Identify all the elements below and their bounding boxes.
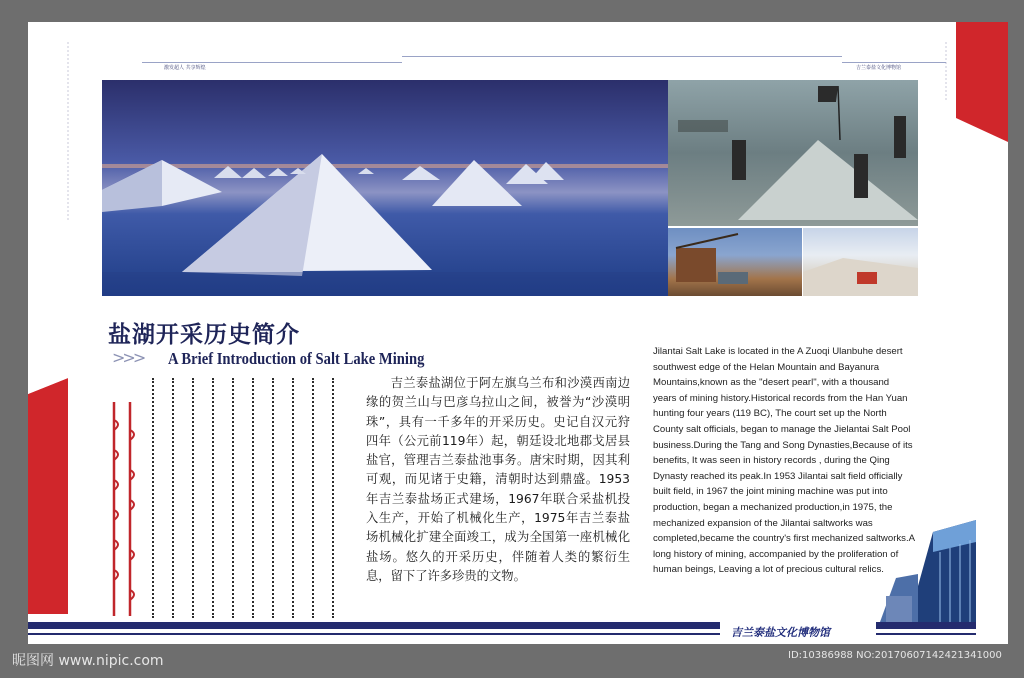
- header-rule-left: [142, 62, 402, 63]
- mongolian-script-column: [232, 378, 234, 618]
- mongolian-script-column: [312, 378, 314, 618]
- mongolian-script-column: [212, 378, 214, 618]
- mongolian-title-red: [104, 400, 142, 620]
- mongolian-script-column: [332, 378, 334, 618]
- section-title-en: A Brief Introduction of Salt Lake Mining: [168, 349, 425, 368]
- body-text-en: Jilantai Salt Lake is located in the A Zuoqi Ulanbuhe desert southwest edge of the Helan Mountain and Bayanura Mountains,known as the "desert pearl", with a thousand years of mining history.Historical records from the Han Yuan hunting four years (119 BC), The court set up the North County salt officials, began to manage the Jielantai Salt Pool business.During the Tang and Song Dynasties,Because of its benefits, It was seen in history records , during the Qing Dynasty reached its peak.In 1953 Jilantai salt field officially built field, in 1967 the joint mining machine was put into production, began a mechanized production,in 1975, the mechanized expansion of the Jilantai saltworks was completed,became the country's first mechanized saltworks.A long history of mining, accompanied by the proliferation of human beings, Leaving a lot of precious cultural relics.: [653, 346, 915, 576]
- mongolian-script-column: [192, 378, 194, 618]
- body-text-zh: 吉兰泰盐湖位于阿左旗乌兰布和沙漠西南边缘的贺兰山与巴彦乌拉山之间，被誉为“沙漠明珠”，具有一千多年的开采历史。史记自汉元狩四年（公元前119年）起，朝廷设北地郡戈居县盐官，管理吉兰泰盐池事务。唐宋时期，因其利可观，而见诸于史籍，清朝时达到鼎盛。1953年吉兰泰盐场正式建场，1967年联合采盐机投入生产，开始了机械化生产，1975年吉兰泰盐场机械化扩建全面竣工，成为全国第一座机械化盐场。悠久的开采历史，伴随着人类的繁衍生息，留下了许多珍贵的文物。: [366, 376, 630, 583]
- header-slogan: 激发超人 共享辉煌: [164, 65, 206, 71]
- section-title-zh: 盐湖开采历史简介: [108, 321, 300, 348]
- left-panel-blank: [28, 126, 68, 394]
- chevron-icon: >>>: [112, 348, 144, 367]
- footer-museum-name: 吉兰泰盐文化博物馆: [731, 626, 830, 639]
- red-corner-top: [956, 22, 1008, 142]
- mongolian-script-column: [292, 378, 294, 618]
- mongolian-script-column: [252, 378, 254, 618]
- salt-field-photo: [803, 228, 918, 296]
- watermark-site: 昵图网 www.nipic.com: [12, 653, 164, 669]
- salt-pyramids-photo: [102, 80, 668, 296]
- header-rule-right: [842, 62, 946, 63]
- mongolian-script-column: [272, 378, 274, 618]
- mongolian-script-column: [152, 378, 154, 618]
- historical-mining-photo: [668, 80, 918, 226]
- salt-harvester-photo: [668, 228, 802, 296]
- header-museum-name: 吉兰泰盐文化博物馆: [856, 65, 902, 71]
- exhibit-panel: [28, 22, 1008, 644]
- watermark-id: ID:10386988 NO:20170607142421341000: [788, 650, 1002, 661]
- red-corner-left: [28, 378, 68, 614]
- mongolian-script-column: [172, 378, 174, 618]
- header-rule-mid: [402, 56, 842, 57]
